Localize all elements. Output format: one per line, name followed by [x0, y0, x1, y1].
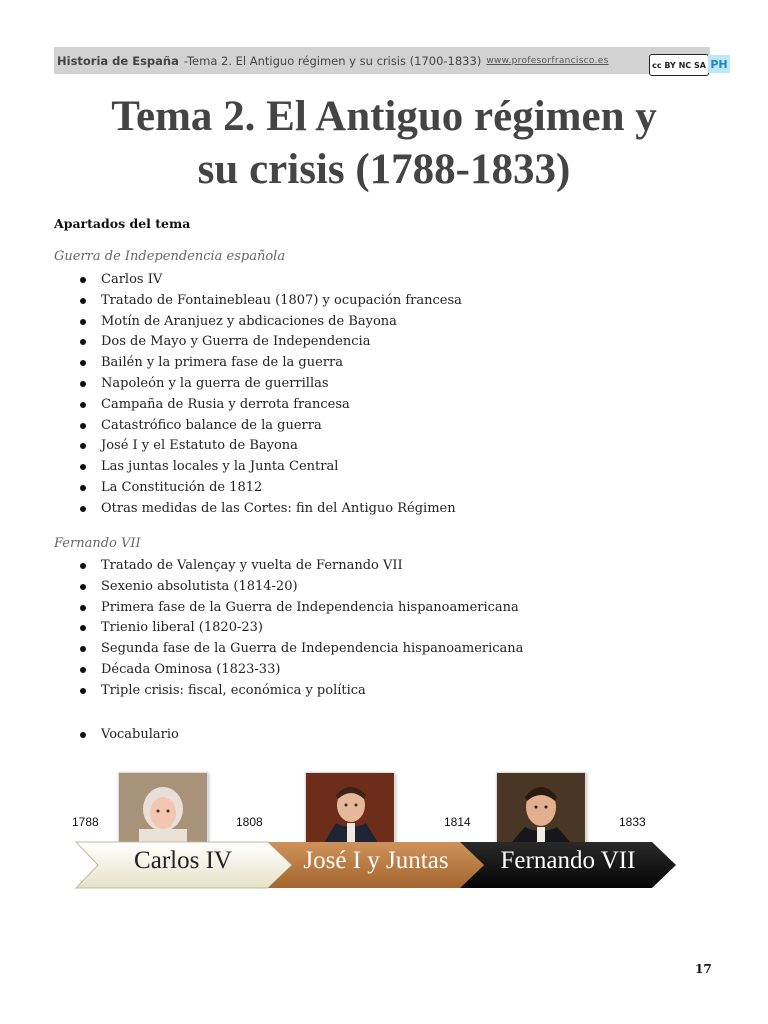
list-item: Tratado de Valençay y vuelta de Fernando VII — [80, 556, 523, 577]
timeline-year-1833: 1833 — [619, 815, 646, 829]
section-subtitle: Apartados del tema — [54, 216, 191, 231]
list-item: Década Ominosa (1823-33) — [80, 660, 523, 681]
section-heading-guerra: Guerra de Independencia española — [54, 249, 286, 264]
list-item: Segunda fase de la Guerra de Independencia hispanoamericana — [80, 639, 523, 660]
list-item: Otras medidas de las Cortes: fin del Antiguo Régimen — [80, 499, 462, 520]
list-item: Catastrófico balance de la guerra — [80, 416, 462, 437]
list-item: Las juntas locales y la Junta Central — [80, 457, 462, 478]
timeline-year-1788: 1788 — [72, 815, 99, 829]
list-item: Napoleón y la guerra de guerrillas — [80, 374, 462, 395]
list-item: José I y el Estatuto de Bayona — [80, 436, 462, 457]
topic-list-guerra — [80, 270, 462, 520]
title-line-2: su crisis (1788-1833) — [197, 146, 571, 193]
list-item: Sexenio absolutista (1814-20) — [80, 577, 523, 598]
list-item-vocabulario: Vocabulario — [80, 725, 179, 746]
topic-list-fernando — [80, 556, 523, 702]
list-item: Campaña de Rusia y derrota francesa — [80, 395, 462, 416]
segment-label-jose-i: José I y Juntas — [303, 847, 449, 874]
ph-logo: PH — [708, 55, 730, 73]
list-item: Carlos IV — [80, 270, 462, 291]
title-line-1: Tema 2. El Antiguo régimen y — [111, 93, 657, 140]
cc-license-label: cc BY NC SA — [652, 60, 706, 70]
header-site-link[interactable]: www.profesorfrancisco.es — [486, 55, 609, 66]
list-item: Triple crisis: fiscal, económica y política — [80, 681, 523, 702]
timeline-graphic — [0, 760, 768, 910]
page-title — [34, 90, 734, 196]
list-item: Motín de Aranjuez y abdicaciones de Bayona — [80, 312, 462, 333]
timeline-arrows — [0, 760, 768, 910]
page-number: 17 — [695, 962, 712, 976]
topic-list-extra — [80, 725, 179, 746]
list-item: Bailén y la primera fase de la guerra — [80, 353, 462, 374]
list-item: Dos de Mayo y Guerra de Independencia — [80, 332, 462, 353]
list-item: La Constitución de 1812 — [80, 478, 462, 499]
document-header — [54, 47, 710, 74]
creative-commons-badge — [649, 54, 709, 76]
section-heading-fernando: Fernando VII — [54, 536, 141, 551]
timeline-year-1808: 1808 — [236, 815, 263, 829]
segment-label-fernando-vii: Fernando VII — [500, 847, 636, 874]
list-item: Tratado de Fontainebleau (1807) y ocupación francesa — [80, 291, 462, 312]
segment-label-carlos-iv: Carlos IV — [134, 847, 232, 874]
timeline-year-1814: 1814 — [444, 815, 471, 829]
header-course: Historia de España — [57, 53, 179, 68]
header-topic: -Tema 2. El Antiguo régimen y su crisis (1700-1833) — [183, 53, 482, 68]
list-item: Trienio liberal (1820-23) — [80, 618, 523, 639]
list-item: Primera fase de la Guerra de Independencia hispanoamericana — [80, 598, 523, 619]
